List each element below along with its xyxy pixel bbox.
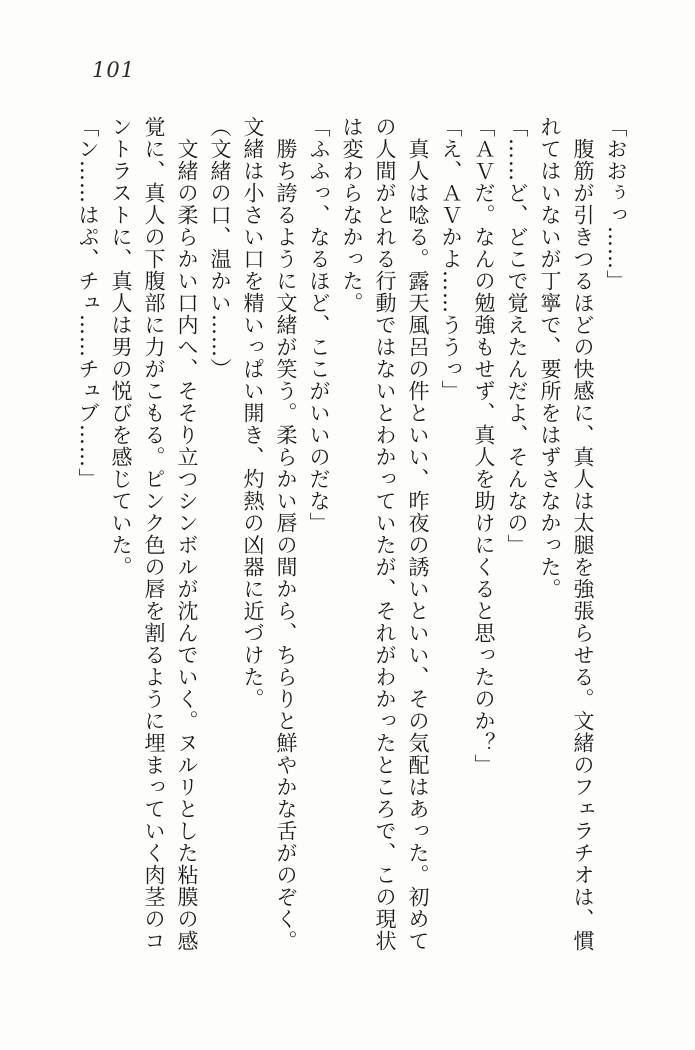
paragraph: 「ふふっ、なるほど、ここがいいのだな」: [307, 116, 331, 534]
page-text-body: [60, 116, 632, 956]
paragraph: （文緒の口、温かい……）: [208, 116, 232, 380]
paragraph: 「おおぅっ……」: [604, 116, 628, 292]
paragraph: 文緒の柔らかい口内へ、そそり立つシンボルが沈んでいく。ヌルリとした粘膜の感覚に、真人の下腹部に力がこもる。ピンク色の唇を割るように埋まっていく肉茎のコントラストに、真人は男の悦びを感じていた。: [109, 116, 199, 952]
page-number: 101: [92, 58, 136, 82]
paragraph: 腹筋が引きつるほどの快感に、真人は太腿を強張らせる。文緒のフェラチオは、慣れてはいないが丁寧で、要所をはずさなかった。: [538, 116, 595, 952]
paragraph: 「……ど、どこで覚えたんだよ、そんなの」: [505, 116, 529, 556]
paragraph: 「ＡＶだ。なんの勉強もせず、真人を助けにくると思ったのか？」: [472, 116, 496, 776]
paragraph: 真人は唸る。露天風呂の件といい、昨夜の誘いといい、その気配はあった。初めての人間がとれる行動ではないとわかっていたが、それがわかったところで、この現状は変わらなかった。: [340, 116, 430, 952]
paragraph: 「ン……はぷ、チュ……チュブ……」: [76, 116, 100, 490]
paragraph: 「え、ＡＶかよ……ううっ」: [439, 116, 463, 402]
paragraph: 勝ち誇るように文緒が笑う。柔らかい唇の間から、ちらりと鮮やかな舌がのぞく。文緒は小さい口を精いっぱい開き、灼熱の凶器に近づけた。: [241, 116, 298, 952]
